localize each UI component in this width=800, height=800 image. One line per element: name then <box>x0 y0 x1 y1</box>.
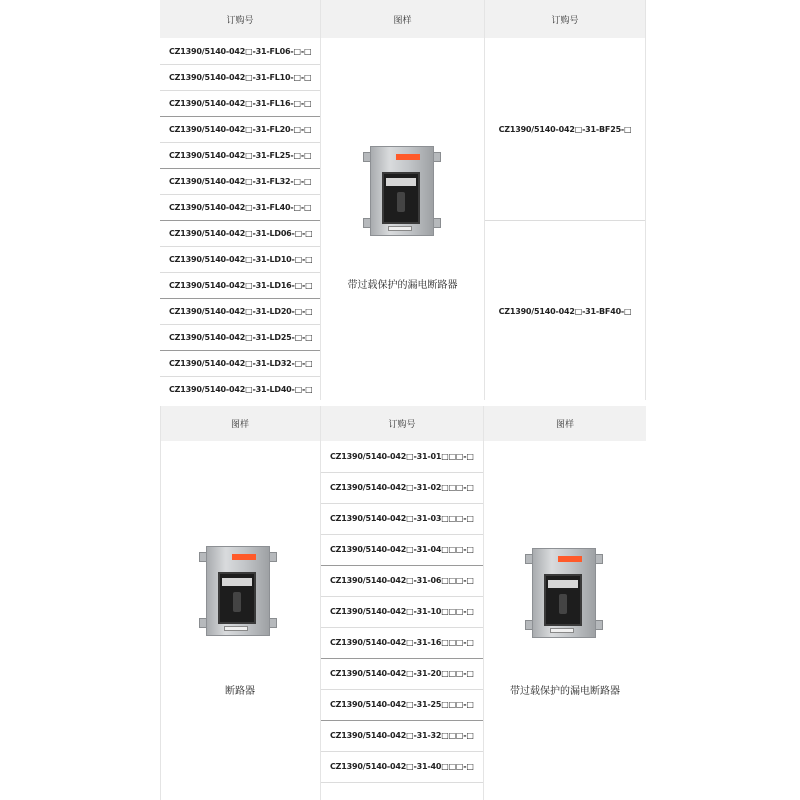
mounting-ear <box>433 218 441 228</box>
top-code-row-8: CZ1390/5140-042□-31-LD06-□-□ <box>169 228 313 238</box>
top-col-divider-1 <box>320 0 321 400</box>
top-code-row-2: CZ1390/5140-042□-31-FL10-□-□ <box>169 72 312 82</box>
nameplate <box>224 626 248 631</box>
top-image-caption: 带过载保护的漏电断路器 <box>347 280 458 291</box>
mounting-ear <box>269 552 277 562</box>
top-right-code-2: CZ1390/5140-042□-31-BF40-□ <box>498 306 632 316</box>
top-code-row-13: CZ1390/5140-042□-31-LD32-□-□ <box>169 358 313 368</box>
nameplate <box>388 226 412 231</box>
bottom-col-divider-0 <box>160 406 161 800</box>
bottom-code-row-2: CZ1390/5140-042□-31-02□□□-□ <box>330 483 474 492</box>
breaker-window <box>386 178 416 186</box>
breaker-lever <box>397 192 405 212</box>
bottom-right-caption: 带过载保护的漏电断路器 <box>510 686 620 697</box>
mounting-ear <box>433 152 441 162</box>
breaker-window <box>548 580 578 588</box>
bottom-header-image-left: 图样 <box>160 406 320 441</box>
top-header-order-no-right: 订购号 <box>485 0 645 38</box>
mounting-ear <box>269 618 277 628</box>
warning-label <box>558 556 582 562</box>
mounting-ear <box>595 554 603 564</box>
bottom-col-divider-2 <box>483 406 484 800</box>
top-code-row-9: CZ1390/5140-042□-31-LD10-□-□ <box>169 254 313 264</box>
breaker-enclosure-image <box>362 146 442 238</box>
top-code-row-7: CZ1390/5140-042□-31-FL40-□-□ <box>169 202 312 212</box>
top-code-row-6: CZ1390/5140-042□-31-FL32-□-□ <box>169 176 312 186</box>
bottom-code-row-3: CZ1390/5140-042□-31-03□□□-□ <box>330 514 474 523</box>
top-col-divider-3 <box>645 0 646 400</box>
bottom-table <box>0 402 800 800</box>
top-code-row-1: CZ1390/5140-042□-31-FL06-□-□ <box>169 46 312 56</box>
nameplate <box>550 628 574 633</box>
bottom-left-caption: 断路器 <box>225 686 255 697</box>
warning-label <box>232 554 256 560</box>
top-right-code-1: CZ1390/5140-042□-31-BF25-□ <box>498 124 632 134</box>
bottom-code-row-4: CZ1390/5140-042□-31-04□□□-□ <box>330 545 474 554</box>
bottom-code-row-11: CZ1390/5140-042□-31-40□□□-□ <box>330 762 474 771</box>
bottom-code-row-1: CZ1390/5140-042□-31-01□□□-□ <box>330 452 474 461</box>
breaker-enclosure-image <box>198 546 278 638</box>
top-code-row-3: CZ1390/5140-042□-31-FL16-□-□ <box>169 98 312 108</box>
breaker-window <box>222 578 252 586</box>
bottom-code-row-10: CZ1390/5140-042□-31-32□□□-□ <box>330 731 474 740</box>
mounting-ear <box>595 620 603 630</box>
top-header-order-no-left: 订购号 <box>160 0 320 38</box>
top-code-row-11: CZ1390/5140-042□-31-LD20-□-□ <box>169 306 313 316</box>
top-code-row-5: CZ1390/5140-042□-31-FL25-□-□ <box>169 150 312 160</box>
top-header-image: 图样 <box>321 0 484 38</box>
top-code-row-10: CZ1390/5140-042□-31-LD16-□-□ <box>169 280 313 290</box>
bottom-code-row-5: CZ1390/5140-042□-31-06□□□-□ <box>330 576 474 585</box>
warning-label <box>396 154 420 160</box>
bottom-code-row-6: CZ1390/5140-042□-31-10□□□-□ <box>330 607 474 616</box>
breaker-lever <box>559 594 567 614</box>
top-code-row-12: CZ1390/5140-042□-31-LD25-□-□ <box>169 332 313 342</box>
bottom-header-order-no: 订购号 <box>321 406 483 441</box>
bottom-code-row-9: CZ1390/5140-042□-31-25□□□-□ <box>330 700 474 709</box>
row-divider <box>321 782 483 783</box>
bottom-header-image-right: 图样 <box>484 406 646 441</box>
bottom-code-row-8: CZ1390/5140-042□-31-20□□□-□ <box>330 669 474 678</box>
top-code-row-4: CZ1390/5140-042□-31-FL20-□-□ <box>169 124 312 134</box>
top-code-row-14: CZ1390/5140-042□-31-LD40-□-□ <box>169 384 313 394</box>
bottom-code-row-7: CZ1390/5140-042□-31-16□□□-□ <box>330 638 474 647</box>
breaker-lever <box>233 592 241 612</box>
breaker-enclosure-image <box>524 548 604 640</box>
